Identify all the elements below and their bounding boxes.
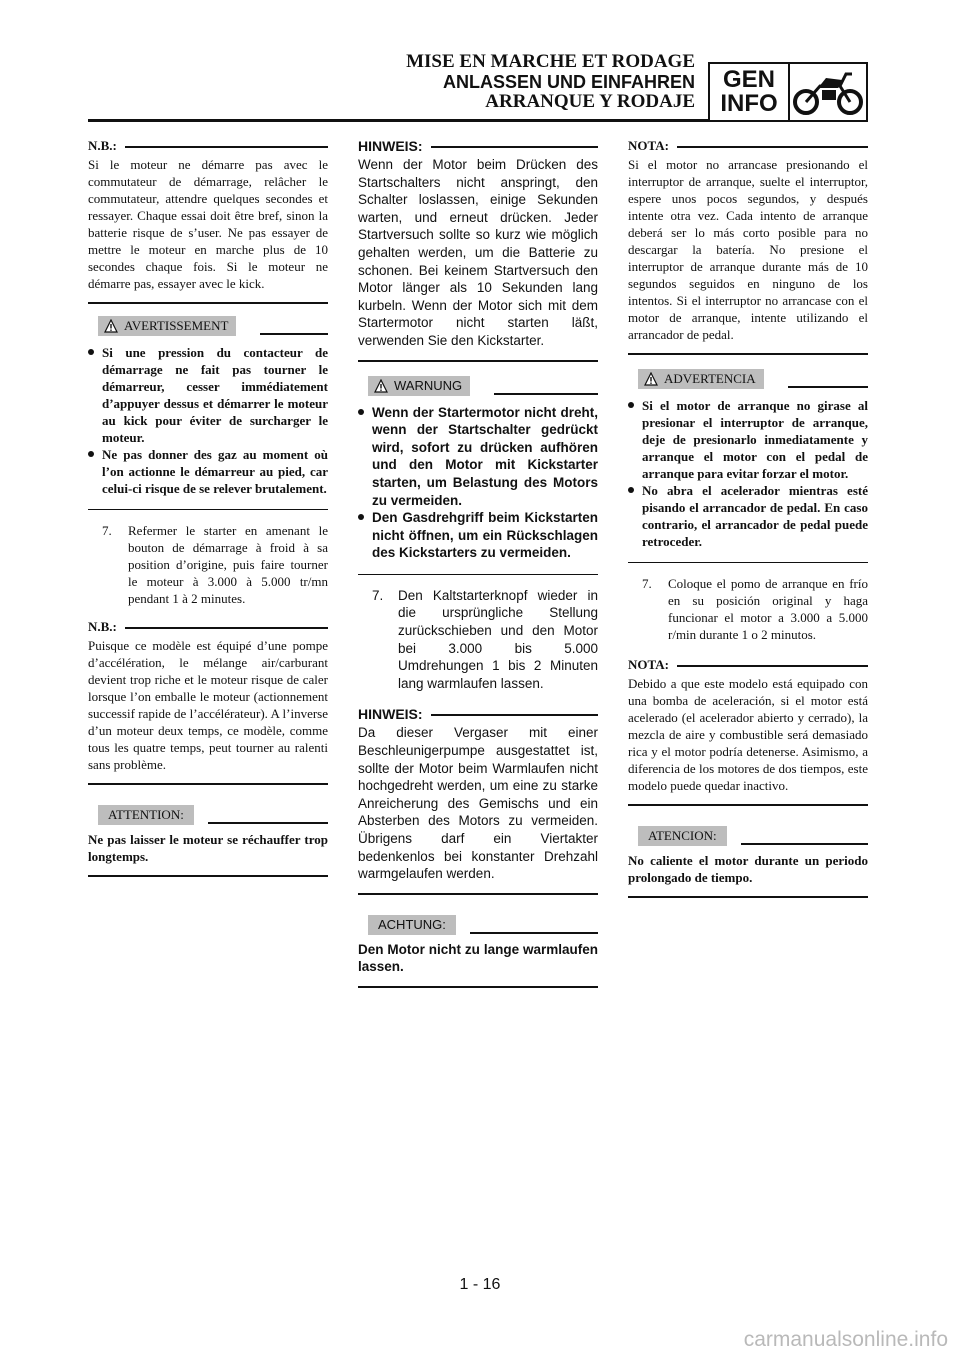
warning-rule: [260, 333, 328, 335]
caution-rule: [208, 822, 328, 824]
note-header: [88, 619, 328, 635]
warning-triangle-icon: [644, 372, 658, 386]
step-7: [628, 575, 868, 643]
watermark: carmanualsonline.info: [743, 1328, 948, 1351]
caution-text: No caliente el motor durante un periodo prolongado de tiempo.: [628, 853, 868, 885]
note-label: HINWEIS:: [358, 706, 423, 723]
caution-rule: [741, 843, 868, 845]
warning-item: Wenn der Startermotor nicht dreht, wenn der Startschalter gedrückt wird, sofort zu drücken aufhören und den Motor mit Kickstarter starten, um Belastung des Motors zu vermeiden.: [358, 404, 598, 510]
note-text: Debido a que este modelo está equipado con una bomba de aceleración, si el motor está acelerado (el acelerador abierto y cerrado), la mezcla de aire y combustible será demasiado rica y el motor podría detenerse. Asimismo, a diferencia de los motores de dos tiempos, este modelo puede quedar inactivo.: [628, 676, 868, 793]
warning-list: [358, 404, 598, 562]
note-text: Si el motor no arrancase presionando el interruptor de arranque, suelte el interruptor, espere unos pocos segundos, y después intente otra vez. Cada intento de arranque deberá ser lo más corto posible para no descargar la batería. No presione el interruptor de arranque durante más de 10 segundos seguidos en ninguno de los intentos. Si el interruptor no arrancase con el motor de arranque, intente utilizando el arrancador de pedal.: [628, 157, 868, 342]
bullet-icon: [628, 487, 634, 493]
divider: [88, 783, 328, 785]
motorcycle-icon: [790, 64, 866, 120]
divider: [628, 353, 868, 355]
column-french: [88, 138, 328, 889]
note-rule: [431, 146, 598, 148]
page-number: 1 - 16: [459, 1276, 501, 1293]
bullet-icon: [88, 451, 94, 457]
warning-label: WARNUNG: [394, 378, 463, 394]
warning-header: [368, 376, 598, 396]
note-text: Wenn der Motor beim Drücken des Startschalters nicht anspringt, den Schalter loslassen, einige Sekunden warten, und erneut drücken. Jeder Startversuch sollte so kurz wie möglich gehalten werden, um die Batterie zu schonen. Bei keinem Startversuch den Motor länger als 10 Sekunden lang kurbeln. Wenn der Motor sich mit dem Startermotor nicht starten läßt, verwenden Sie den Kickstarter.: [358, 157, 598, 348]
divider: [628, 896, 868, 898]
note-header: [358, 706, 598, 722]
note-header: [88, 138, 328, 154]
bullet-icon: [358, 514, 364, 520]
step-text: Den Kaltstarterknopf wieder in die ursprüngliche Stellung zurückschieben und den Motor bei 3.000 bis 5.000 Umdrehungen 1 bis 2 Minuten lang warmlaufen lassen.: [398, 587, 598, 691]
divider: [358, 574, 598, 575]
chapter-badge: [708, 62, 868, 122]
note-text: Si le moteur ne démarre pas avec le commutateur de démarrage, relâcher le commutateur, attendre quelques secondes et ressayer. Chaque essai doit être bref, sinon la batterie risque de s’user. Ne pas essayer de mettre le moteur en marche plus de 10 secondes chaque fois. Si le moteur ne démarre pas, essayer avec le kick.: [88, 157, 328, 291]
title-french: MISE EN MARCHE ET RODAGE: [406, 51, 695, 72]
divider: [628, 562, 868, 563]
warning-badge: [638, 369, 764, 389]
warning-item: Den Gasdrehgriff beim Kickstarten nicht öffnen, um ein Rückschlagen des Kickstarters zu vermeiden.: [358, 509, 598, 562]
caution-label: ATTENTION:: [98, 805, 194, 825]
caution-header: [368, 915, 598, 935]
title-spanish: ARRANQUE Y RODAJE: [485, 91, 695, 112]
caution-text: Den Motor nicht zu lange warmlaufen lassen.: [358, 941, 598, 975]
note-text: Puisque ce modèle est équipé d’une pompe d’accélération, le mélange air/carburant devient trop riche et le moteur risque de caler lorsque l’on emballe le moteur (actionnement successif rapide de l’accélérateur). A l’inverse d’un moteur deux temps, ce modèle, comme tous les quatre temps, peut tourner au ralenti sans problème.: [88, 638, 328, 772]
caution-header: [638, 826, 868, 846]
divider: [628, 804, 868, 806]
step-text: Coloque el pomo de arranque en frío en su posición original y haga funcionar el motor a 3.000 a 5.000 r/min durante 1 o 2 minutos.: [668, 576, 868, 642]
caution-label: ATENCION:: [638, 826, 727, 846]
caution-text: Ne pas laisser le moteur se réchauffer trop longtemps.: [88, 832, 328, 864]
warning-rule: [788, 386, 868, 388]
caution-rule: [470, 932, 598, 934]
bullet-icon: [88, 349, 94, 355]
chapter-label: [710, 64, 790, 120]
step-7: [358, 587, 598, 693]
note-header: [628, 657, 868, 673]
column-spanish: [628, 138, 868, 910]
note-label: NOTA:: [628, 657, 669, 672]
warning-list: [88, 344, 328, 497]
step-number: 7.: [102, 523, 112, 538]
caution-label: ACHTUNG:: [368, 915, 456, 935]
note-rule: [431, 714, 598, 716]
divider: [358, 893, 598, 895]
note-label: N.B.:: [88, 619, 117, 634]
divider: [358, 360, 598, 362]
warning-label: AVERTISSEMENT: [124, 318, 229, 333]
section-title: [406, 52, 695, 112]
note-rule: [677, 146, 868, 148]
step-text: Refermer le starter en amenant le bouton de démarrage à froid à sa position d’origine, puis faire tourner le moteur à 3.000 à 5.000 tr/mn pendant 1 à 2 minutes.: [128, 523, 328, 606]
note-rule: [125, 627, 328, 629]
note-label: HINWEIS:: [358, 138, 423, 154]
warning-triangle-icon: [104, 319, 118, 333]
header-rule: [88, 119, 708, 122]
note-header: [628, 138, 868, 154]
warning-rule: [494, 393, 598, 395]
column-german: [358, 138, 598, 1000]
note-label: N.B.:: [88, 138, 117, 153]
bullet-icon: [628, 402, 634, 408]
warning-item: Si el motor de arranque no girase al presionar el interruptor de arranque, deje de presionarlo inmediatamente y arranque el motor con el pedal de arranque para evitar forzar el motor.: [628, 397, 868, 482]
chapter-label-line1: GEN: [722, 66, 775, 93]
warning-item: Ne pas donner des gaz au moment où l’on actionne le démarreur au pied, car celui-ci risque de se relever brutalement.: [88, 446, 328, 497]
note-label: NOTA:: [628, 138, 669, 153]
warning-header: [638, 369, 868, 389]
caution-header: [98, 805, 328, 825]
warning-badge: [368, 376, 470, 396]
title-german: ANLASSEN UND EINFAHREN: [442, 72, 695, 92]
note-rule: [125, 146, 328, 148]
warning-header: [98, 316, 328, 336]
warning-item: No abra el acelerador mientras esté pisando el arrancador de pedal. En caso contrario, el arrancador de pedal puede retroceder.: [628, 482, 868, 550]
warning-triangle-icon: [374, 379, 388, 393]
warning-badge: [98, 316, 236, 336]
note-header: [358, 138, 598, 154]
warning-item: Si une pression du contacteur de démarrage ne fait pas tourner le démarreur, cesser immédiatement d’appuyer dessus et démarrer le moteur au kick pour éviter de surcharger le moteur.: [88, 344, 328, 446]
divider: [88, 509, 328, 510]
divider: [88, 875, 328, 877]
warning-list: [628, 397, 868, 550]
note-text: Da dieser Vergaser mit einer Beschleunigerpumpe ausgestattet ist, sollte der Motor beim Warmlaufen nicht hochgedreht werden, um eine zu starke Anreicherung des Gemischs und ein Absterben des Motors zu vermeiden. Übrigens darf ein Viertakter bedenkenlos bei konstanter Drehzahl warmgelaufen werden.: [358, 725, 598, 882]
step-number: 7.: [642, 576, 652, 591]
note-rule: [677, 665, 868, 667]
bullet-icon: [358, 409, 364, 415]
step-7: [88, 522, 328, 607]
divider: [88, 302, 328, 304]
divider: [358, 986, 598, 988]
warning-label: ADVERTENCIA: [664, 371, 756, 386]
chapter-label-line2: INFO: [720, 90, 778, 117]
step-number: 7.: [372, 587, 384, 603]
